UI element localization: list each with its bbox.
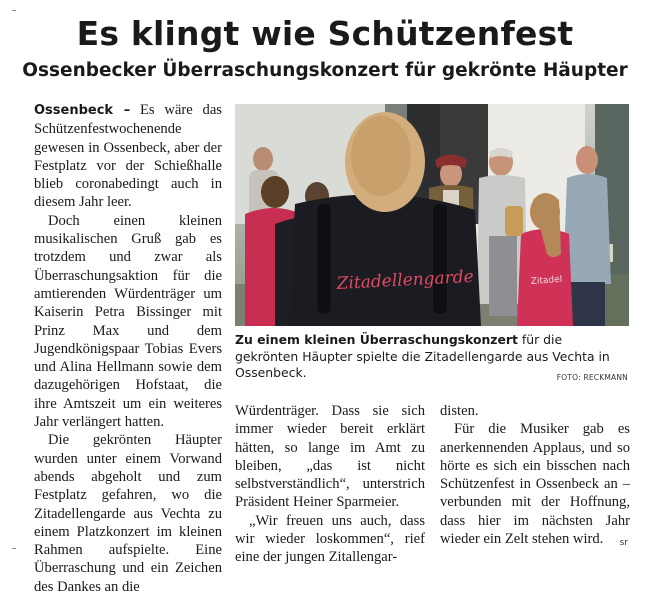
paragraph: Die gekrönten Häupter wurden unter einem Vorwand abends abgeholt und zum Festplatz gefahren, wo die Zitadellengarde aus Vechta zu einem Platzkonzert im kleinen Rahmen aufspielte. Eine Überraschung und ein Zeichen des Dankes an die <box>34 432 222 595</box>
subheadline: Ossenbecker Überraschungskonzert für gekrönte Häupter <box>22 60 628 81</box>
dateline: Ossenbeck – <box>34 103 131 118</box>
photo-illustration <box>235 104 629 326</box>
jacket-lettering: Zitadellengarde <box>336 266 475 294</box>
column-1 <box>34 101 222 596</box>
paragraph: „Wir freuen uns auch, dass wir wieder loskommen“, rief eine der jungen Zitallengar- <box>235 512 425 566</box>
crop-mark-top <box>12 10 16 11</box>
caption-text: für die gekrönten Häupter spielte die Zitadellengarde aus Vechta in Ossenbeck. <box>235 332 610 380</box>
article-photo <box>235 104 629 326</box>
author-initials: sr <box>619 538 628 548</box>
paragraph: Für die Musiker gab es anerkennenden Applaus, und so hörte es sich ein bisschen nach Schützenfest in Ossenbeck an – verbunden mit der Hoffnung, dass hier im nächsten Jahr wieder ein Zelt stehen wird. <box>440 421 630 548</box>
headline: Es klingt wie Schützenfest <box>76 14 574 53</box>
crop-mark-bottom <box>12 548 16 549</box>
paragraph <box>34 101 222 212</box>
jacket-lettering-small: Zitadel <box>530 274 563 287</box>
paragraph: Würdenträger. Dass sie sich immer wieder bereit erklärt hätten, so lange im Amt zu bleiben, „das ist nicht selbstverständlich“, unterstrich Präsident Heiner Sparmeier. <box>235 403 425 511</box>
paragraph: disten. <box>440 403 479 419</box>
paragraph: Doch einen kleinen musikalischen Gruß gab es trotzdem und zwar als Überraschungsaktion für die amtierenden Würdenträger um Kaiserin Petra Bissinger mit Prinz Max und dem Jugendkönigspaar Tobias Evers und Alina Hellmann sowie dem dazugehörigen Hofstaat, die ihre Amtszeit um ein weiteres Jahr verlängert hatten. <box>34 212 222 431</box>
column-2 <box>235 402 425 567</box>
photo-credit: FOTO: RECKMANN <box>556 373 628 382</box>
caption-bold: Zu einem kleinen Überraschungskonzert <box>235 332 518 347</box>
paragraph-text: Es wäre das Schützenfestwochenende gewesen in Ossenbeck, aber der Festplatz vor der Schießhalle blieb coronabedingt auch in diesem Jahr leer. <box>34 102 222 211</box>
column-3 <box>440 402 630 548</box>
